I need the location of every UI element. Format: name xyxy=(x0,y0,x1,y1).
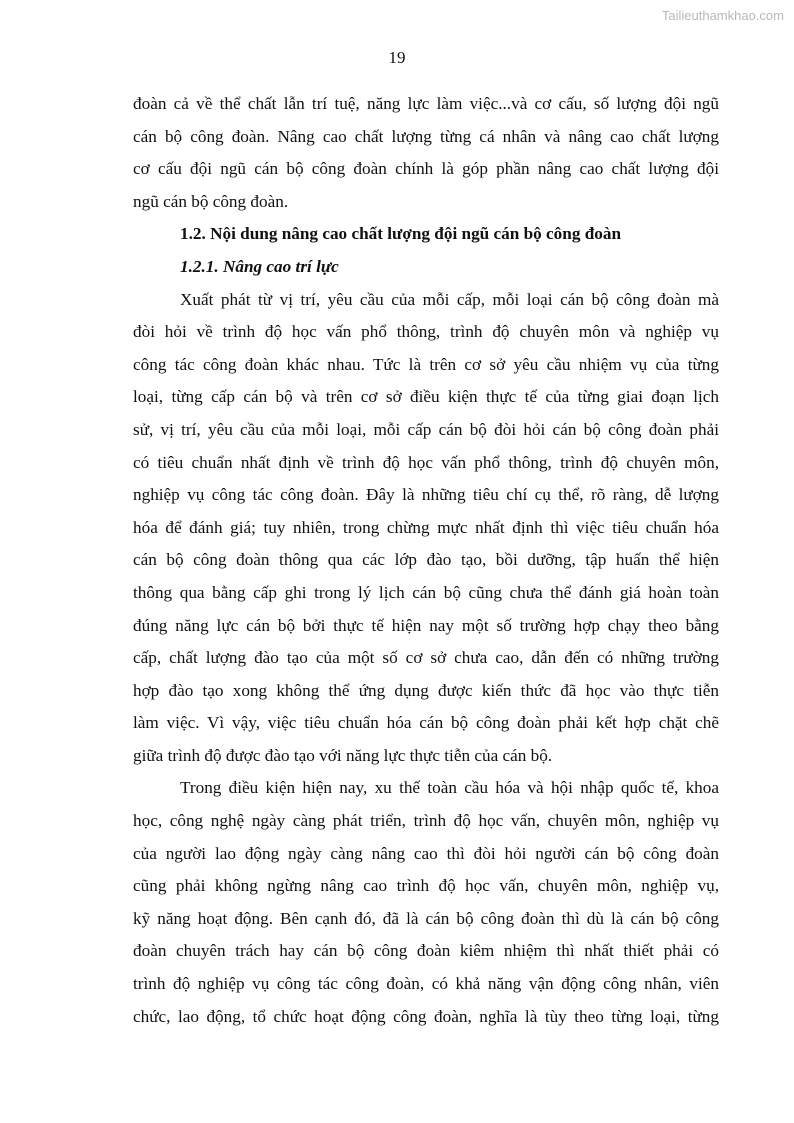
document-body xyxy=(133,88,719,1033)
text-line: cấp, chất lượng đào tạo của một số cơ sở chưa cao, dẫn đến có những trường xyxy=(133,648,719,668)
text-line: thông qua bằng cấp ghi trong lý lịch cán bộ cũng chưa thể đánh giá hoàn toàn xyxy=(133,582,719,602)
watermark: Tailieuthamkhao.com xyxy=(661,8,784,23)
text-line: đoàn cả về thể chất lẫn trí tuệ, năng lực làm việc...và cơ cấu, số lượng đội ngũ xyxy=(133,94,719,113)
text-line: trình độ nghiệp vụ công tác công đoàn, có khả năng vận động công nhân, viên xyxy=(133,974,719,994)
subsection-heading: 1.2.1. Nâng cao trí lực xyxy=(180,256,339,276)
text-line: ngũ cán bộ công đoàn. xyxy=(133,191,289,211)
text-line: đòi hỏi về trình độ học vấn phổ thông, trình độ chuyên môn và nghiệp vụ xyxy=(133,322,719,342)
text-line: Xuất phát từ vị trí, yêu cầu của mỗi cấp, mỗi loại cán bộ công đoàn mà xyxy=(180,289,719,309)
text-line: có tiêu chuẩn nhất định về trình độ học vấn phổ thông, trình độ chuyên môn, xyxy=(133,452,719,472)
text-line: của người lao động ngày càng nâng cao thì đòi hỏi người cán bộ công đoàn xyxy=(133,843,719,863)
text-line: nghiệp vụ công tác công đoàn. Đây là những tiêu chí cụ thể, rõ ràng, dễ lượng xyxy=(133,485,719,505)
section-heading: 1.2. Nội dung nâng cao chất lượng đội ngũ cán bộ công đoàn xyxy=(180,224,622,244)
text-line: học, công nghệ ngày càng phát triển, trình độ học vấn, chuyên môn, nghiệp vụ xyxy=(133,811,719,831)
text-line: đoàn chuyên trách hay cán bộ công đoàn kiêm nhiệm thì nhất thiết phải có xyxy=(133,941,719,961)
paragraph-1 xyxy=(133,88,719,218)
paragraph-2 xyxy=(133,284,719,773)
text-line: giữa trình độ được đào tạo với năng lực thực tiễn của cán bộ. xyxy=(133,745,553,765)
text-line: Trong điều kiện hiện nay, xu thế toàn cầu hóa và hội nhập quốc tế, khoa xyxy=(180,778,719,798)
text-line: loại, từng cấp cán bộ và trên cơ sở điều kiện thực tế của từng giai đoạn lịch xyxy=(133,387,719,407)
text-line: cơ cấu đội ngũ cán bộ công đoàn chính là góp phần nâng cao chất lượng đội xyxy=(133,159,719,179)
text-line: đúng năng lực cán bộ bởi thực tế hiện nay một số trường hợp chạy theo bằng xyxy=(133,615,719,635)
text-line: làm việc. Vì vậy, việc tiêu chuẩn hóa cán bộ công đoàn phải kết hợp chặt chẽ xyxy=(133,713,719,733)
paragraph-3 xyxy=(133,772,719,1033)
page-number: 19 xyxy=(388,48,406,67)
text-line: công tác công đoàn khác nhau. Tức là trên cơ sở yêu cầu nhiệm vụ của từng xyxy=(133,354,719,374)
text-line: chức, lao động, tổ chức hoạt động công đoàn, nghĩa là tùy theo từng loại, từng xyxy=(133,1006,719,1026)
text-line: hóa để đánh giá; tuy nhiên, trong chừng mực nhất định thì việc tiêu chuẩn hóa xyxy=(133,517,719,537)
text-line: cán bộ công đoàn thông qua các lớp đào tạo, bồi dưỡng, tập huấn thể hiện xyxy=(133,550,719,570)
text-line: kỹ năng hoạt động. Bên cạnh đó, đã là cán bộ công đoàn thì dù là cán bộ công xyxy=(133,908,719,928)
text-line: cũng phải không ngừng nâng cao trình độ học vấn, chuyên môn, nghiệp vụ, xyxy=(133,876,719,896)
text-line: hợp đào tạo xong không thể ứng dụng được kiến thức đã học vào thực tiễn xyxy=(133,680,719,700)
text-line: cán bộ công đoàn. Nâng cao chất lượng từng cá nhân và nâng cao chất lượng xyxy=(133,126,719,146)
text-line: sử, vị trí, yêu cầu của mỗi loại, mỗi cấp cán bộ đòi hỏi cán bộ công đoàn phải xyxy=(133,419,719,439)
